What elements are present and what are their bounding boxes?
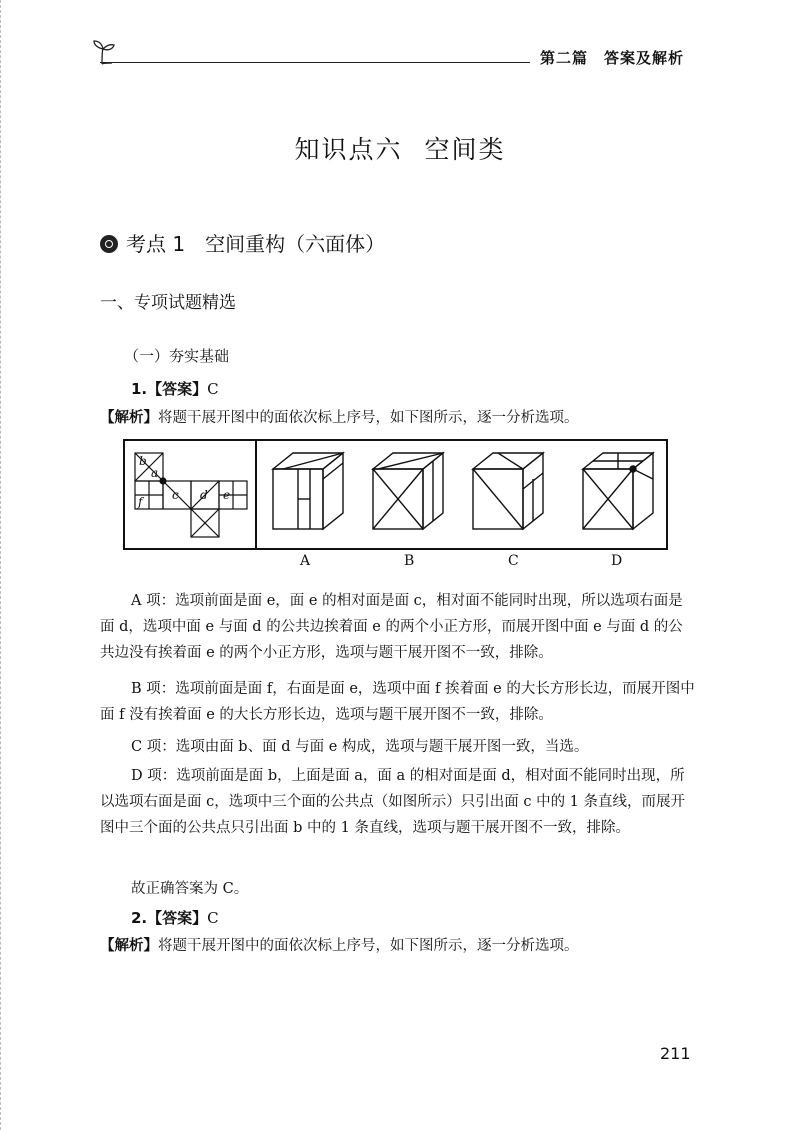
cube-option-b (373, 453, 443, 529)
chapter-label: 知识点六 (294, 135, 403, 164)
page-number: 211 (660, 1044, 691, 1063)
kaodian-text: 考点 1 空间重构（六面体） (126, 232, 386, 256)
cube-option-c (473, 453, 543, 529)
q2-analysis-text: 将题干展开图中的面依次标上序号，如下图所示，逐一分析选项。 (158, 938, 579, 954)
q1-option-d-analysis: D 项：选项前面是面 b，上面是面 a，面 a 的相对面是面 d，相对面不能同时出现，所以选项右面是面 c，选项中三个面的公共点（如图所示）只引出面 c 中的 1 条直线，而展开图中三个面的公共点只引出面 b 中的 1 条直线，选项与题干展开图不一致，排除。 (100, 768, 686, 836)
q1-analysis-label: 【解析】 (100, 410, 158, 426)
q1-option-a-analysis: A 项：选项前面是面 e，面 e 的相对面是面 c，相对面不能同时出现，所以选项右面是面 d，选项中面 e 与面 d 的公共边挨着面 e 的两个小正方形，而展开图中面 e 与面 d 的公共边没有挨着面 e 的两个小正方形，选项与题干展开图不一致，排除。 (100, 593, 683, 661)
net-label-e: e (223, 488, 231, 502)
q1-answer-label: 1.【答案】 (131, 380, 208, 398)
cube-option-a (273, 453, 343, 529)
scan-margin (0, 0, 5, 1130)
net-label-c: c (172, 488, 179, 502)
page-title (0, 130, 800, 166)
q2-analysis-label: 【解析】 (100, 938, 158, 954)
q1-conclusion: 故正确答案为 C。 (131, 881, 249, 897)
net-label-a: a (151, 466, 159, 480)
q2-answer-value: C (207, 909, 219, 927)
cube-option-d (583, 453, 653, 529)
net-label-b: b (139, 454, 147, 468)
section-heading: 一、专项试题精选 (100, 293, 236, 313)
q2-answer-label: 2.【答案】 (131, 909, 208, 927)
kaodian-heading (100, 228, 385, 257)
header-rule (100, 62, 530, 63)
q1-analysis-text: 将题干展开图中的面依次标上序号，如下图所示，逐一分析选项。 (158, 410, 579, 426)
q1-answer-value: C (207, 380, 219, 398)
bullet-icon (100, 235, 118, 253)
subsection-heading: （一）夯实基础 (124, 347, 230, 365)
chapter-name: 空间类 (424, 135, 506, 164)
option-label-a: A (300, 553, 311, 569)
cube-figure (123, 439, 668, 551)
q2-analysis (100, 933, 695, 959)
option-label-c: C (508, 553, 519, 569)
q1-answer (131, 378, 219, 399)
net-label-f: f (138, 495, 143, 509)
q1-analysis (100, 405, 695, 431)
running-header: 第二篇 答案及解析 (540, 49, 685, 67)
q1-option-c-analysis: C 项：选项由面 b、面 d 与面 e 构成，选项与题干展开图一致，当选。 (131, 739, 589, 755)
option-label-d: D (611, 553, 623, 569)
q1-option-b-analysis: B 项：选项前面是面 f，右面是面 e，选项中面 f 挨着面 e 的大长方形长边，而展开图中面 f 没有挨着面 e 的大长方形长边，选项与题干展开图不一致，排除。 (100, 681, 695, 723)
q2-answer (131, 907, 219, 928)
net-label-d: d (200, 488, 208, 502)
option-label-b: B (404, 553, 415, 569)
